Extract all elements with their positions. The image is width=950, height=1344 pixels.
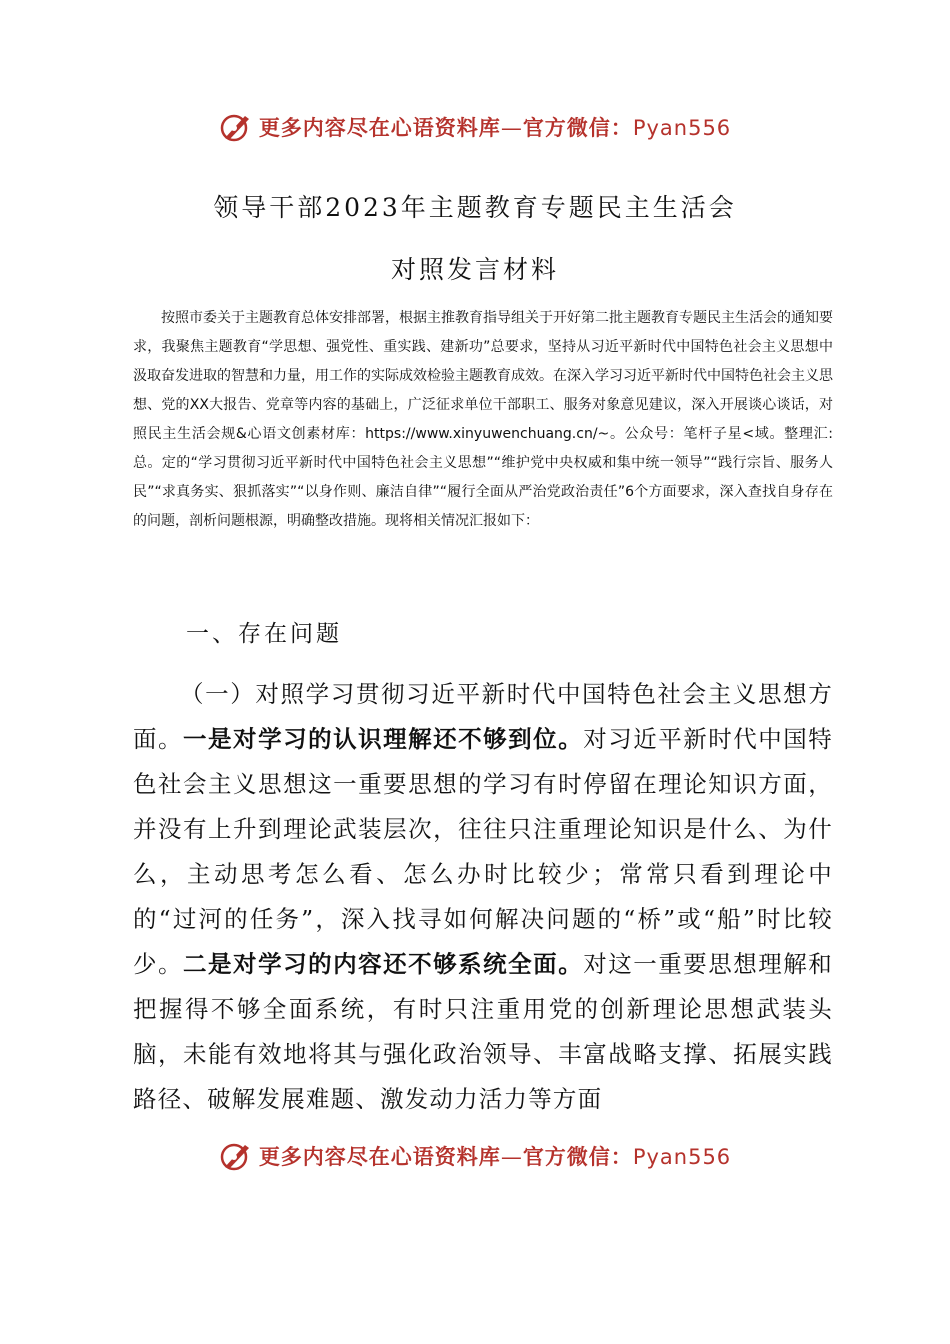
intro-paragraph: 按照市委关于主题教育总体安排部署，根据主推教育指导组关于开好第二批主题教育专题民主生活会的通知要求，我聚焦主题教育“学思想、强党性、重实践、建新功”总要求，坚持从习近平新时代中国特色社会主义思想中汲取奋发进取的智慧和力量，用工作的实际成效检验主题教育成效。在深入学习习近平新时代中国特色社会主义思想、党的XX大报告、党章等内容的基础上，广泛征求单位干部职工、服务对象意见建议，深入开展谈心谈话，对照民主生活会规&心语文创素材库：https://www.xinyuwenchuang.cn/~。公众号：笔杆子星<域。整理汇:总。定的“学习贯彻习近平新时代中国特色社会主义思想”“维护党中央权威和集中统一领导”“践行宗旨、服务人民”“求真务实、狠抓落实”“以身作则、廉洁自律”“履行全面从严治党政治责任”6个方面要求，深入查找自身存在的问题，剖析问题根源，明确整改措施。现将相关情况汇报如下：	[133, 310, 833, 529]
body-paragraph: （一）对照学习贯彻习近平新时代中国特色社会主义思想方面。一是对学习的认识理解还不够到位。对习近平新时代中国特色社会主义思想这一重要思想的学习有时停留在理论知识方面，并没有上升到理论武装层次，往往只注重理论知识是什么、为什么，主动思考怎么看、怎么办时比较少；常常只看到理论中的“过河的任务”，深入找寻如何解决问题的“桥”或“船”时比较少。二是对学习的内容还不够系统全面。对这一重要思想理解和把握得不够全面系统，有时只注重用党的创新理论思想武装头脑，未能有效地将其与强化政治领导、丰富战略支撑、拓展实践路径、破解发展难题、激发动力活力等方面	[133, 680, 833, 1113]
header-watermark-banner	[0, 107, 950, 147]
footer-watermark-banner	[0, 1136, 950, 1176]
bold-point-2: 二是对学习的内容还不够系统全面。	[183, 950, 584, 978]
banner-text: 更多内容尽在心语资料库—官方微信：Pyan556	[258, 116, 732, 140]
pen-nib-icon	[219, 1139, 253, 1173]
bold-point-1: 一是对学习的认识理解还不够到位。	[183, 725, 584, 753]
document-subtitle: 对照发言材料	[390, 255, 559, 284]
document-title: 领导干部2023年主题教育专题民主生活会	[213, 193, 737, 222]
section-heading: 一、存在问题	[186, 621, 342, 647]
pen-nib-icon	[219, 110, 253, 144]
banner-text: 更多内容尽在心语资料库—官方微信：Pyan556	[258, 1145, 732, 1169]
